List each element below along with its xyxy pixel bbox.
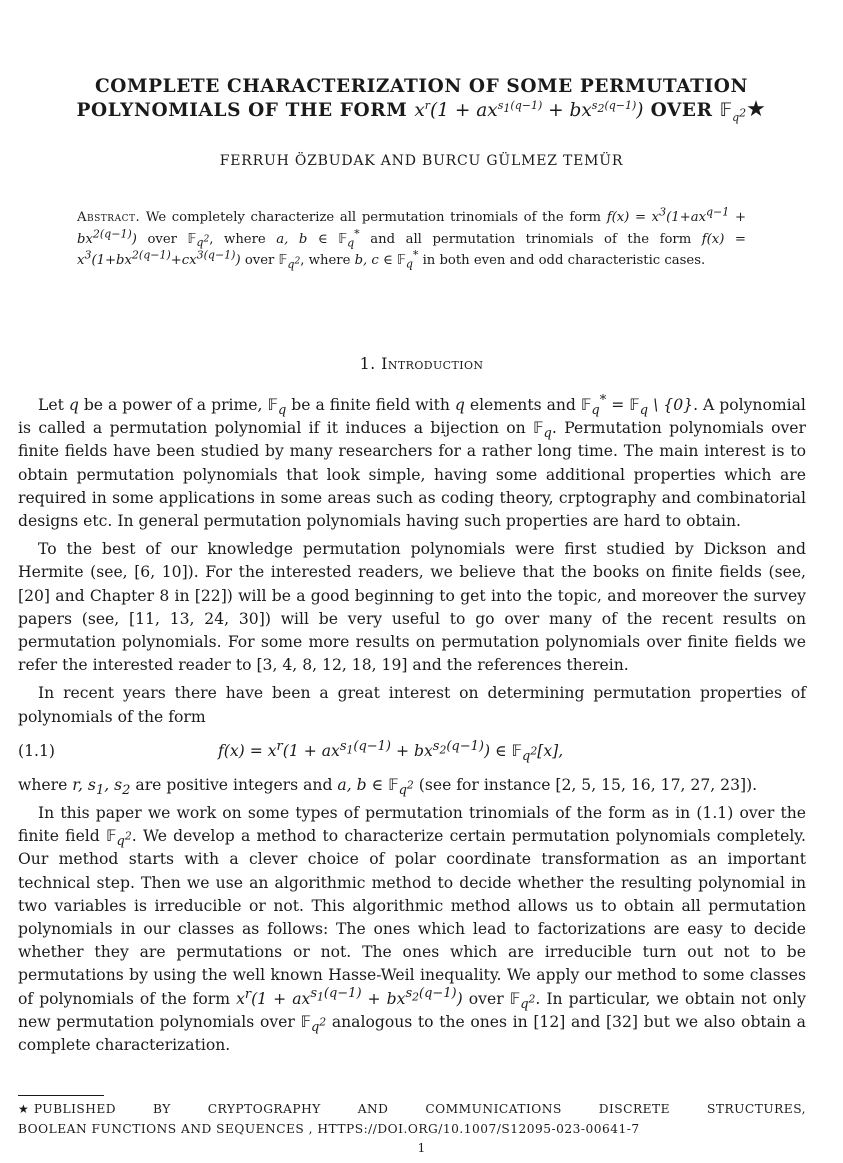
footnote-line-2: BOOLEAN FUNCTIONS AND SEQUENCES , HTTPS://DOI.ORG/10.1007/S12095-023-00641-7 (18, 1122, 640, 1136)
title-over: OVER (650, 100, 713, 121)
abstract (77, 207, 746, 272)
abstract-field: 𝔽$_{q^2}$ (187, 231, 210, 250)
footnote-word: STRUCTURES, (706, 1102, 806, 1116)
text-run: . We develop a method to characterize certain permutation polynomials completely. Our method starts with a clever choice of polar coordinate transformation as an important technical step. Then we use an algorithmic method to decide whether the resulting polynomial in two variables is irreducible or not. This algorithmic method allows us to obtain all permutation polynomials in our classes as follows: The ones which lead to factorizations are easy to decide whether they are permutations or not. The ones which are irreducible turn out not to be permutations by using the well known Hasse-Weil inequality. We apply our method to some classes of polynomials of the form (18, 827, 806, 1008)
abstract-formula-1: $f(x) = x^3(1+ax^{q-1} + bx^{2(q-1)})$ (77, 205, 746, 247)
title-field: 𝔽$_{q^2}$ (719, 100, 747, 124)
footnote-word-0 (18, 1099, 116, 1119)
math-field-q: 𝔽$_q$ (267, 396, 287, 419)
abstract-text: , where (209, 231, 266, 247)
footnote-word: COMMUNICATIONS (425, 1102, 562, 1116)
text-run: are positive integers and (135, 775, 333, 794)
paper-title (20, 75, 823, 122)
math-exponents: r, $s_1$, $s_2$ (72, 775, 131, 798)
text-run: (see for instance [2, 5, 15, 16, 17, 27, 23]). (418, 775, 758, 794)
text-run: elements and (469, 396, 576, 414)
abstract-field: 𝔽$_{q^2}$ (278, 253, 301, 271)
author-list: FERRUH ÖZBUDAK AND BURCU GÜLMEZ TEMÜR (219, 153, 624, 169)
text-run: over (468, 989, 504, 1008)
text-run: be a power of a prime, (83, 396, 263, 414)
footnote-word: PUBLISHED (33, 1102, 117, 1116)
title-star-icon: ★ (746, 97, 767, 122)
paragraph-1 (18, 394, 806, 533)
title-line-2-prefix: POLYNOMIALS OF THE FORM (76, 100, 408, 121)
abstract-text: We completely characterize all permutation trinomials of the form (145, 210, 602, 225)
text-run: . Permutation polynomials over finite fields have been studied by many researchers for a rather long time. The main interest is to obtain permutation polynomials that look simple, having some additional properties which are required in some applications in some areas such as coding theory, crptography and combinatorial designs etc. In general permutation polynomials having such properties are hard to obtain. (18, 419, 806, 531)
section-number: 1. (359, 354, 376, 373)
footnote-word: DISCRETE (598, 1102, 671, 1116)
math-field-units: 𝔽$_q$* = 𝔽$_q$ \ {0} (580, 392, 694, 419)
math-field-q2: 𝔽$_{q^2}$ (300, 1012, 327, 1035)
footnote-star-icon: ★ (18, 1102, 30, 1116)
paragraph-5 (18, 802, 806, 1057)
text-run: be a finite field with (291, 396, 450, 414)
page-number: 1 (417, 1141, 426, 1155)
section-heading (20, 354, 823, 373)
section-title: Introduction (381, 354, 484, 373)
equation-number: (1.1) (18, 742, 55, 761)
title-formula: $x^r(1 + ax^{s_1(q-1)} + bx^{s_2(q-1)})$ (414, 98, 644, 121)
abstract-text: over (147, 231, 177, 247)
paragraph-2: To the best of our knowledge permutation polynomials were first studied by Dickson and Hermite (see, [6, 10]). For the interested readers, we believe that the books on finite fields (see, [20] and Chapter 8 in [22]) will be a good beginning to get into the topic, and moreover the survey papers (see, [11, 13, 24, 30]) will be very useful to go over many of the recent results on permutation polynomials. For some more results on permutation polynomials over finite fields we refer the interested reader to [3, 4, 8, 12, 18, 19] and the references therein. (18, 540, 806, 675)
text-run: Let (38, 396, 64, 414)
footnote (18, 1099, 806, 1139)
math-coeffs: a, b ∈ 𝔽$_{q^2}$ (337, 775, 414, 798)
abstract-text: in both even and odd characteristic cases. (422, 253, 706, 268)
footnote-line-1 (18, 1099, 806, 1119)
paragraph-4 (18, 774, 806, 797)
footnote-rule (18, 1095, 104, 1096)
text-run: analogous to the ones in [12] and [32] but we also obtain a complete characterization. (18, 1012, 806, 1055)
abstract-formula-2: $f(x) = x^3(1+bx^{2(q-1)}+cx^{3(q-1)})$ (77, 231, 746, 268)
abstract-coeffs-2: b, c ∈ 𝔽$_q$* (354, 248, 419, 271)
text-run: where (18, 775, 68, 794)
text-run: . A polynomial is called a permutation polynomial if it induces a bijection on (18, 396, 806, 438)
abstract-text: over (244, 253, 275, 268)
title-line-1: COMPLETE CHARACTERIZATION OF SOME PERMUTATION (94, 76, 748, 97)
abstract-label: Abstract. (77, 210, 141, 225)
math-q: q (68, 396, 79, 414)
title-line-2 (20, 98, 823, 122)
footnote-word: AND (357, 1102, 389, 1116)
abstract-text: , where (300, 253, 351, 268)
math-q: q (454, 396, 465, 414)
body-text (18, 394, 806, 1062)
text-run: In this paper we work on some types of permutation trinomials of the form as in (1.1) over the finite field (18, 804, 806, 846)
math-field-q2: 𝔽$_{q^2}$ (106, 827, 132, 850)
math-field-q: 𝔽$_q$ (533, 419, 552, 442)
math-formula: $x^r(1 + ax^{s_1(q-1)} + bx^{s_2(q-1)})$ (236, 986, 463, 1008)
text-run: . In particular, we obtain not only new permutation polynomials over (18, 989, 806, 1031)
abstract-text: and all permutation trinomials of the form (370, 231, 692, 247)
footnote-word: BY (153, 1102, 171, 1116)
math-field-q2: 𝔽$_{q^2}$ (509, 989, 536, 1012)
paragraph-3: In recent years there have been a great interest on determining permutation properties of polynomials of the form (18, 684, 806, 726)
equation-expression: $f(x) = x^r(1 + ax^{s_1(q-1)} + bx^{s_2(q-1)})$ ∈ 𝔽$_{q^2}$[x], (218, 739, 564, 765)
abstract-coeffs-1: a, b ∈ 𝔽$_q$* (276, 227, 360, 250)
equation-1-1 (18, 734, 806, 770)
footnote-word: CRYPTOGRAPHY (207, 1102, 321, 1116)
